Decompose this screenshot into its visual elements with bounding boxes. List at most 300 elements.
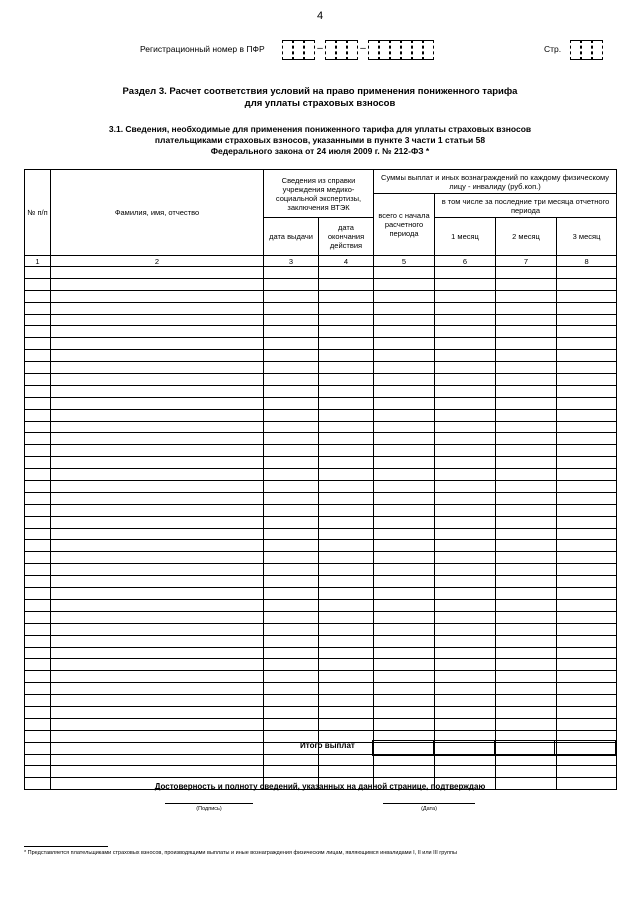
table-cell[interactable]: [557, 695, 617, 707]
table-cell[interactable]: [374, 671, 435, 683]
table-cell[interactable]: [51, 564, 264, 576]
table-cell[interactable]: [51, 588, 264, 600]
table-cell[interactable]: [319, 671, 374, 683]
table-cell[interactable]: [557, 397, 617, 409]
table-cell[interactable]: [51, 528, 264, 540]
table-cell[interactable]: [51, 611, 264, 623]
table-cell[interactable]: [496, 528, 557, 540]
table-cell[interactable]: [435, 671, 496, 683]
table-cell[interactable]: [435, 302, 496, 314]
table-cell[interactable]: [374, 302, 435, 314]
table-cell[interactable]: [557, 457, 617, 469]
table-cell[interactable]: [25, 516, 51, 528]
table-cell[interactable]: [557, 718, 617, 730]
table-cell[interactable]: [374, 326, 435, 338]
table-cell[interactable]: [264, 421, 319, 433]
table-cell[interactable]: [496, 374, 557, 386]
table-cell[interactable]: [435, 421, 496, 433]
date-line[interactable]: [383, 803, 475, 804]
table-cell[interactable]: [557, 445, 617, 457]
table-cell[interactable]: [496, 647, 557, 659]
table-cell[interactable]: [557, 576, 617, 588]
table-cell[interactable]: [264, 433, 319, 445]
table-cell[interactable]: [319, 302, 374, 314]
table-cell[interactable]: [319, 433, 374, 445]
table-cell[interactable]: [51, 409, 264, 421]
table-cell[interactable]: [264, 659, 319, 671]
table-cell[interactable]: [51, 659, 264, 671]
table-cell[interactable]: [435, 635, 496, 647]
table-cell[interactable]: [319, 504, 374, 516]
table-cell[interactable]: [264, 695, 319, 707]
table-cell[interactable]: [435, 516, 496, 528]
table-cell[interactable]: [319, 611, 374, 623]
total-all-cell[interactable]: [373, 741, 434, 756]
table-cell[interactable]: [25, 433, 51, 445]
table-cell[interactable]: [557, 481, 617, 493]
total-month-2-cell[interactable]: [494, 741, 555, 756]
table-cell[interactable]: [319, 338, 374, 350]
table-cell[interactable]: [435, 492, 496, 504]
table-cell[interactable]: [435, 385, 496, 397]
table-cell[interactable]: [557, 766, 617, 778]
table-cell[interactable]: [374, 457, 435, 469]
table-cell[interactable]: [557, 385, 617, 397]
table-cell[interactable]: [435, 409, 496, 421]
total-month-1-cell[interactable]: [433, 741, 494, 756]
table-cell[interactable]: [264, 457, 319, 469]
table-cell[interactable]: [51, 623, 264, 635]
table-cell[interactable]: [264, 611, 319, 623]
table-cell[interactable]: [435, 314, 496, 326]
table-cell[interactable]: [374, 552, 435, 564]
table-cell[interactable]: [264, 267, 319, 279]
table-cell[interactable]: [496, 326, 557, 338]
table-cell[interactable]: [374, 433, 435, 445]
table-cell[interactable]: [435, 718, 496, 730]
table-cell[interactable]: [264, 540, 319, 552]
table-cell[interactable]: [25, 540, 51, 552]
table-cell[interactable]: [319, 754, 374, 766]
table-cell[interactable]: [25, 718, 51, 730]
table-cell[interactable]: [557, 338, 617, 350]
table-cell[interactable]: [374, 588, 435, 600]
table-cell[interactable]: [557, 552, 617, 564]
table-cell[interactable]: [435, 528, 496, 540]
table-cell[interactable]: [435, 504, 496, 516]
table-cell[interactable]: [264, 671, 319, 683]
table-cell[interactable]: [25, 457, 51, 469]
table-cell[interactable]: [374, 528, 435, 540]
table-cell[interactable]: [264, 623, 319, 635]
table-cell[interactable]: [557, 528, 617, 540]
table-cell[interactable]: [25, 766, 51, 778]
table-cell[interactable]: [51, 683, 264, 695]
total-month-3-cell[interactable]: [555, 741, 616, 756]
table-cell[interactable]: [319, 552, 374, 564]
table-cell[interactable]: [557, 671, 617, 683]
table-cell[interactable]: [319, 421, 374, 433]
table-cell[interactable]: [557, 599, 617, 611]
table-cell[interactable]: [496, 338, 557, 350]
table-cell[interactable]: [435, 599, 496, 611]
table-cell[interactable]: [496, 385, 557, 397]
table-cell[interactable]: [496, 623, 557, 635]
table-cell[interactable]: [264, 528, 319, 540]
table-cell[interactable]: [264, 766, 319, 778]
table-cell[interactable]: [374, 718, 435, 730]
table-cell[interactable]: [374, 445, 435, 457]
table-cell[interactable]: [264, 552, 319, 564]
table-cell[interactable]: [51, 671, 264, 683]
table-cell[interactable]: [557, 326, 617, 338]
table-cell[interactable]: [435, 623, 496, 635]
table-cell[interactable]: [264, 338, 319, 350]
table-cell[interactable]: [264, 374, 319, 386]
table-cell[interactable]: [557, 421, 617, 433]
table-cell[interactable]: [264, 409, 319, 421]
table-cell[interactable]: [496, 362, 557, 374]
table-cell[interactable]: [374, 409, 435, 421]
table-cell[interactable]: [496, 635, 557, 647]
table-cell[interactable]: [51, 492, 264, 504]
table-cell[interactable]: [264, 326, 319, 338]
table-cell[interactable]: [435, 695, 496, 707]
table-cell[interactable]: [319, 766, 374, 778]
table-cell[interactable]: [25, 362, 51, 374]
table-cell[interactable]: [264, 516, 319, 528]
table-cell[interactable]: [435, 588, 496, 600]
table-cell[interactable]: [435, 267, 496, 279]
table-cell[interactable]: [25, 706, 51, 718]
table-cell[interactable]: [264, 564, 319, 576]
table-cell[interactable]: [25, 278, 51, 290]
table-cell[interactable]: [557, 516, 617, 528]
table-cell[interactable]: [496, 278, 557, 290]
table-cell[interactable]: [319, 492, 374, 504]
table-cell[interactable]: [374, 267, 435, 279]
table-cell[interactable]: [319, 588, 374, 600]
table-cell[interactable]: [25, 409, 51, 421]
table-cell[interactable]: [319, 314, 374, 326]
table-cell[interactable]: [264, 278, 319, 290]
table-cell[interactable]: [25, 611, 51, 623]
table-cell[interactable]: [557, 290, 617, 302]
table-cell[interactable]: [319, 540, 374, 552]
table-cell[interactable]: [496, 611, 557, 623]
table-cell[interactable]: [51, 267, 264, 279]
table-cell[interactable]: [496, 683, 557, 695]
table-cell[interactable]: [264, 599, 319, 611]
table-cell[interactable]: [319, 290, 374, 302]
table-cell[interactable]: [25, 635, 51, 647]
table-cell[interactable]: [25, 671, 51, 683]
table-cell[interactable]: [374, 278, 435, 290]
table-cell[interactable]: [374, 695, 435, 707]
table-cell[interactable]: [557, 659, 617, 671]
table-cell[interactable]: [51, 445, 264, 457]
table-cell[interactable]: [374, 374, 435, 386]
table-cell[interactable]: [496, 397, 557, 409]
table-cell[interactable]: [319, 445, 374, 457]
table-cell[interactable]: [264, 350, 319, 362]
table-cell[interactable]: [374, 469, 435, 481]
table-cell[interactable]: [435, 706, 496, 718]
table-cell[interactable]: [25, 552, 51, 564]
table-cell[interactable]: [374, 290, 435, 302]
table-cell[interactable]: [435, 552, 496, 564]
table-cell[interactable]: [264, 302, 319, 314]
table-cell[interactable]: [496, 552, 557, 564]
table-cell[interactable]: [264, 481, 319, 493]
table-cell[interactable]: [435, 326, 496, 338]
table-cell[interactable]: [25, 623, 51, 635]
table-cell[interactable]: [25, 492, 51, 504]
table-cell[interactable]: [319, 695, 374, 707]
table-cell[interactable]: [264, 492, 319, 504]
table-cell[interactable]: [51, 302, 264, 314]
table-cell[interactable]: [374, 623, 435, 635]
table-cell[interactable]: [435, 445, 496, 457]
table-cell[interactable]: [25, 421, 51, 433]
table-cell[interactable]: [557, 540, 617, 552]
table-cell[interactable]: [496, 481, 557, 493]
table-cell[interactable]: [435, 278, 496, 290]
table-cell[interactable]: [264, 445, 319, 457]
table-cell[interactable]: [264, 647, 319, 659]
table-cell[interactable]: [25, 350, 51, 362]
table-cell[interactable]: [264, 718, 319, 730]
table-cell[interactable]: [51, 290, 264, 302]
table-cell[interactable]: [51, 314, 264, 326]
table-cell[interactable]: [25, 469, 51, 481]
reg-number-field[interactable]: – –: [282, 40, 434, 60]
table-cell[interactable]: [557, 647, 617, 659]
table-cell[interactable]: [496, 492, 557, 504]
table-cell[interactable]: [557, 706, 617, 718]
table-cell[interactable]: [374, 421, 435, 433]
table-cell[interactable]: [25, 445, 51, 457]
table-cell[interactable]: [374, 314, 435, 326]
table-cell[interactable]: [264, 754, 319, 766]
table-cell[interactable]: [496, 706, 557, 718]
table-cell[interactable]: [496, 350, 557, 362]
table-cell[interactable]: [51, 374, 264, 386]
table-cell[interactable]: [319, 374, 374, 386]
table-cell[interactable]: [51, 695, 264, 707]
table-cell[interactable]: [51, 706, 264, 718]
table-cell[interactable]: [25, 374, 51, 386]
table-cell[interactable]: [51, 516, 264, 528]
table-cell[interactable]: [557, 314, 617, 326]
table-cell[interactable]: [25, 302, 51, 314]
table-cell[interactable]: [25, 564, 51, 576]
table-cell[interactable]: [374, 385, 435, 397]
table-cell[interactable]: [264, 362, 319, 374]
table-cell[interactable]: [319, 647, 374, 659]
table-cell[interactable]: [25, 754, 51, 766]
table-cell[interactable]: [496, 433, 557, 445]
table-cell[interactable]: [496, 290, 557, 302]
table-cell[interactable]: [25, 504, 51, 516]
table-cell[interactable]: [51, 421, 264, 433]
table-cell[interactable]: [25, 528, 51, 540]
table-cell[interactable]: [25, 267, 51, 279]
table-cell[interactable]: [25, 338, 51, 350]
table-cell[interactable]: [319, 385, 374, 397]
table-cell[interactable]: [51, 504, 264, 516]
table-cell[interactable]: [25, 397, 51, 409]
table-cell[interactable]: [435, 611, 496, 623]
table-cell[interactable]: [557, 683, 617, 695]
table-cell[interactable]: [374, 611, 435, 623]
table-cell[interactable]: [435, 540, 496, 552]
table-cell[interactable]: [374, 338, 435, 350]
table-cell[interactable]: [374, 492, 435, 504]
table-cell[interactable]: [496, 469, 557, 481]
table-cell[interactable]: [496, 599, 557, 611]
table-cell[interactable]: [374, 635, 435, 647]
table-cell[interactable]: [374, 599, 435, 611]
table-cell[interactable]: [374, 576, 435, 588]
table-cell[interactable]: [25, 730, 51, 742]
signature-line[interactable]: [165, 803, 253, 804]
table-cell[interactable]: [319, 683, 374, 695]
table-cell[interactable]: [319, 469, 374, 481]
table-cell[interactable]: [435, 290, 496, 302]
table-cell[interactable]: [435, 481, 496, 493]
table-cell[interactable]: [264, 469, 319, 481]
table-cell[interactable]: [319, 718, 374, 730]
table-cell[interactable]: [557, 267, 617, 279]
table-cell[interactable]: [496, 457, 557, 469]
table-cell[interactable]: [557, 469, 617, 481]
table-cell[interactable]: [435, 659, 496, 671]
page-number-field[interactable]: [570, 40, 603, 60]
table-cell[interactable]: [319, 564, 374, 576]
table-cell[interactable]: [496, 564, 557, 576]
table-cell[interactable]: [264, 576, 319, 588]
table-cell[interactable]: [51, 457, 264, 469]
table-cell[interactable]: [496, 516, 557, 528]
table-cell[interactable]: [319, 397, 374, 409]
table-cell[interactable]: [25, 742, 51, 754]
table-cell[interactable]: [557, 350, 617, 362]
table-cell[interactable]: [496, 302, 557, 314]
table-cell[interactable]: [374, 540, 435, 552]
table-cell[interactable]: [435, 362, 496, 374]
table-cell[interactable]: [319, 326, 374, 338]
table-cell[interactable]: [51, 742, 264, 754]
table-cell[interactable]: [435, 338, 496, 350]
table-cell[interactable]: [51, 599, 264, 611]
table-cell[interactable]: [51, 647, 264, 659]
table-cell[interactable]: [51, 730, 264, 742]
table-cell[interactable]: [557, 374, 617, 386]
table-cell[interactable]: [319, 623, 374, 635]
table-cell[interactable]: [319, 576, 374, 588]
table-cell[interactable]: [264, 504, 319, 516]
table-cell[interactable]: [51, 576, 264, 588]
table-cell[interactable]: [374, 397, 435, 409]
table-cell[interactable]: [374, 647, 435, 659]
table-cell[interactable]: [51, 540, 264, 552]
table-cell[interactable]: [496, 766, 557, 778]
table-cell[interactable]: [496, 421, 557, 433]
table-cell[interactable]: [25, 695, 51, 707]
table-cell[interactable]: [51, 469, 264, 481]
table-cell[interactable]: [557, 302, 617, 314]
table-cell[interactable]: [319, 706, 374, 718]
table-cell[interactable]: [319, 350, 374, 362]
table-cell[interactable]: [51, 433, 264, 445]
table-cell[interactable]: [51, 397, 264, 409]
table-cell[interactable]: [319, 599, 374, 611]
table-cell[interactable]: [435, 683, 496, 695]
table-cell[interactable]: [264, 588, 319, 600]
table-cell[interactable]: [435, 433, 496, 445]
table-cell[interactable]: [496, 267, 557, 279]
table-cell[interactable]: [51, 326, 264, 338]
table-cell[interactable]: [374, 659, 435, 671]
table-cell[interactable]: [25, 576, 51, 588]
table-cell[interactable]: [51, 754, 264, 766]
table-cell[interactable]: [264, 683, 319, 695]
table-cell[interactable]: [435, 374, 496, 386]
table-cell[interactable]: [557, 492, 617, 504]
table-cell[interactable]: [51, 338, 264, 350]
table-cell[interactable]: [557, 504, 617, 516]
table-cell[interactable]: [496, 314, 557, 326]
table-cell[interactable]: [25, 314, 51, 326]
table-cell[interactable]: [557, 362, 617, 374]
table-cell[interactable]: [51, 481, 264, 493]
table-cell[interactable]: [374, 362, 435, 374]
table-cell[interactable]: [557, 409, 617, 421]
table-cell[interactable]: [25, 647, 51, 659]
table-cell[interactable]: [496, 659, 557, 671]
table-cell[interactable]: [374, 683, 435, 695]
table-cell[interactable]: [264, 635, 319, 647]
table-cell[interactable]: [51, 278, 264, 290]
table-cell[interactable]: [435, 766, 496, 778]
table-cell[interactable]: [264, 290, 319, 302]
table-cell[interactable]: [319, 481, 374, 493]
table-cell[interactable]: [496, 409, 557, 421]
table-cell[interactable]: [25, 385, 51, 397]
table-cell[interactable]: [25, 326, 51, 338]
table-cell[interactable]: [25, 659, 51, 671]
table-cell[interactable]: [557, 433, 617, 445]
table-cell[interactable]: [51, 718, 264, 730]
table-cell[interactable]: [319, 457, 374, 469]
table-cell[interactable]: [374, 504, 435, 516]
table-cell[interactable]: [557, 278, 617, 290]
table-cell[interactable]: [51, 362, 264, 374]
table-cell[interactable]: [496, 445, 557, 457]
table-cell[interactable]: [557, 635, 617, 647]
table-cell[interactable]: [319, 659, 374, 671]
table-cell[interactable]: [374, 706, 435, 718]
table-cell[interactable]: [319, 278, 374, 290]
table-cell[interactable]: [374, 564, 435, 576]
table-cell[interactable]: [435, 564, 496, 576]
table-cell[interactable]: [319, 516, 374, 528]
table-cell[interactable]: [319, 362, 374, 374]
table-cell[interactable]: [319, 267, 374, 279]
table-cell[interactable]: [435, 576, 496, 588]
table-cell[interactable]: [264, 314, 319, 326]
